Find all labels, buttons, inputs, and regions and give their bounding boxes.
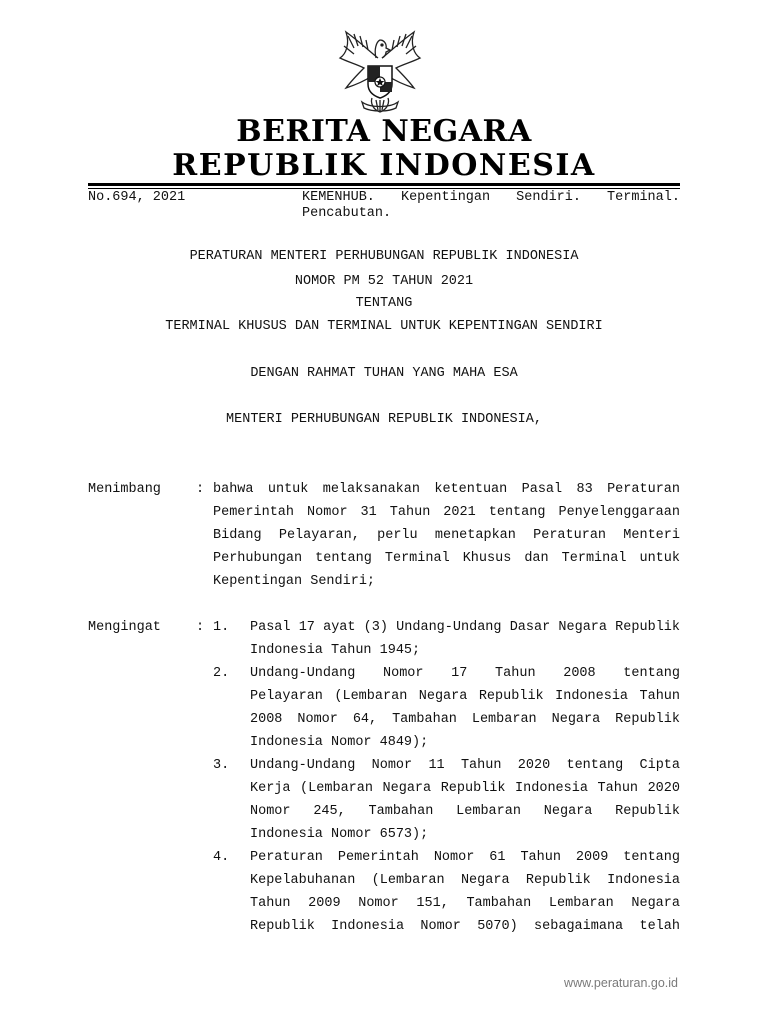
menimbang-label: Menimbang: [88, 482, 161, 497]
regulation-number: NOMOR PM 52 TAHUN 2021: [294, 274, 474, 289]
list-item-number: 2.: [213, 666, 230, 681]
subject-word: Sendiri.: [516, 190, 581, 205]
blessing-line: DENGAN RAHMAT TUHAN YANG MAHA ESA: [250, 366, 518, 381]
list-item-number: 1.: [213, 620, 230, 635]
list-item-line: Kepelabuhanan (Lembaran Negara Republik Indonesia: [250, 873, 680, 888]
list-item-line: Tahun 2009 Nomor 151, Tambahan Lembaran Negara: [250, 896, 680, 911]
list-item-line: Nomor 245, Tambahan Lembaran Negara Republik: [250, 804, 680, 819]
gazette-subject-line2: Pencabutan.: [302, 206, 392, 221]
mengingat-colon: :: [196, 620, 205, 635]
gazette-subject-line1: [302, 190, 680, 205]
menimbang-line: Kepentingan Sendiri;: [213, 574, 376, 589]
menimbang-line: Perhubungan tentang Terminal Khusus dan Terminal untuk: [213, 551, 680, 566]
minister-line: MENTERI PERHUBUNGAN REPUBLIK INDONESIA,: [226, 412, 542, 427]
menimbang-line: bahwa untuk melaksanakan ketentuan Pasal 83 Peraturan: [213, 482, 680, 497]
list-item-line: Kerja (Lembaran Negara Republik Indonesia Tahun 2020: [250, 781, 680, 796]
header-rule-thin: [88, 188, 680, 189]
subject-word: Terminal.: [607, 190, 680, 205]
subject-word: KEMENHUB.: [302, 190, 375, 205]
menimbang-colon: :: [196, 482, 205, 497]
source-url-link[interactable]: www.peraturan.go.id: [564, 976, 678, 990]
subject-word: Kepentingan: [400, 190, 491, 205]
regulation-subject: TERMINAL KHUSUS DAN TERMINAL UNTUK KEPENTINGAN SENDIRI: [165, 319, 603, 334]
regulation-title: PERATURAN MENTERI PERHUBUNGAN REPUBLIK INDONESIA: [189, 249, 579, 264]
gazette-title: BERITA NEGARA: [236, 114, 532, 149]
list-item-line: Indonesia Tahun 1945;: [250, 643, 421, 658]
mengingat-label: Mengingat: [88, 620, 161, 635]
list-item-line: Undang-Undang Nomor 11 Tahun 2020 tentang Cipta: [250, 758, 680, 773]
list-item-line: Republik Indonesia Nomor 5070) sebagaimana telah: [250, 919, 680, 934]
list-item-number: 3.: [213, 758, 230, 773]
garuda-emblem-icon: [334, 28, 426, 116]
menimbang-line: Bidang Pelayaran, perlu menetapkan Peraturan Menteri: [213, 528, 680, 543]
list-item-line: 2008 Nomor 64, Tambahan Lembaran Negara Republik: [250, 712, 680, 727]
menimbang-line: Pemerintah Nomor 31 Tahun 2021 tentang Penyelenggaraan: [213, 505, 680, 520]
list-item-line: Indonesia Nomor 6573);: [250, 827, 429, 842]
regulation-about: TENTANG: [355, 296, 413, 311]
header-rule-thick: [88, 183, 680, 186]
list-item-line: Pelayaran (Lembaran Negara Republik Indonesia Tahun: [250, 689, 680, 704]
list-item-line: Indonesia Nomor 4849);: [250, 735, 429, 750]
list-item-line: Peraturan Pemerintah Nomor 61 Tahun 2009 tentang: [250, 850, 680, 865]
list-item-line: Pasal 17 ayat (3) Undang-Undang Dasar Negara Republik: [250, 620, 680, 635]
list-item-line: Undang-Undang Nomor 17 Tahun 2008 tentang: [250, 666, 680, 681]
gazette-subtitle: REPUBLIK INDONESIA: [172, 148, 596, 183]
gazette-number: No.694, 2021: [88, 190, 186, 205]
list-item-number: 4.: [213, 850, 230, 865]
